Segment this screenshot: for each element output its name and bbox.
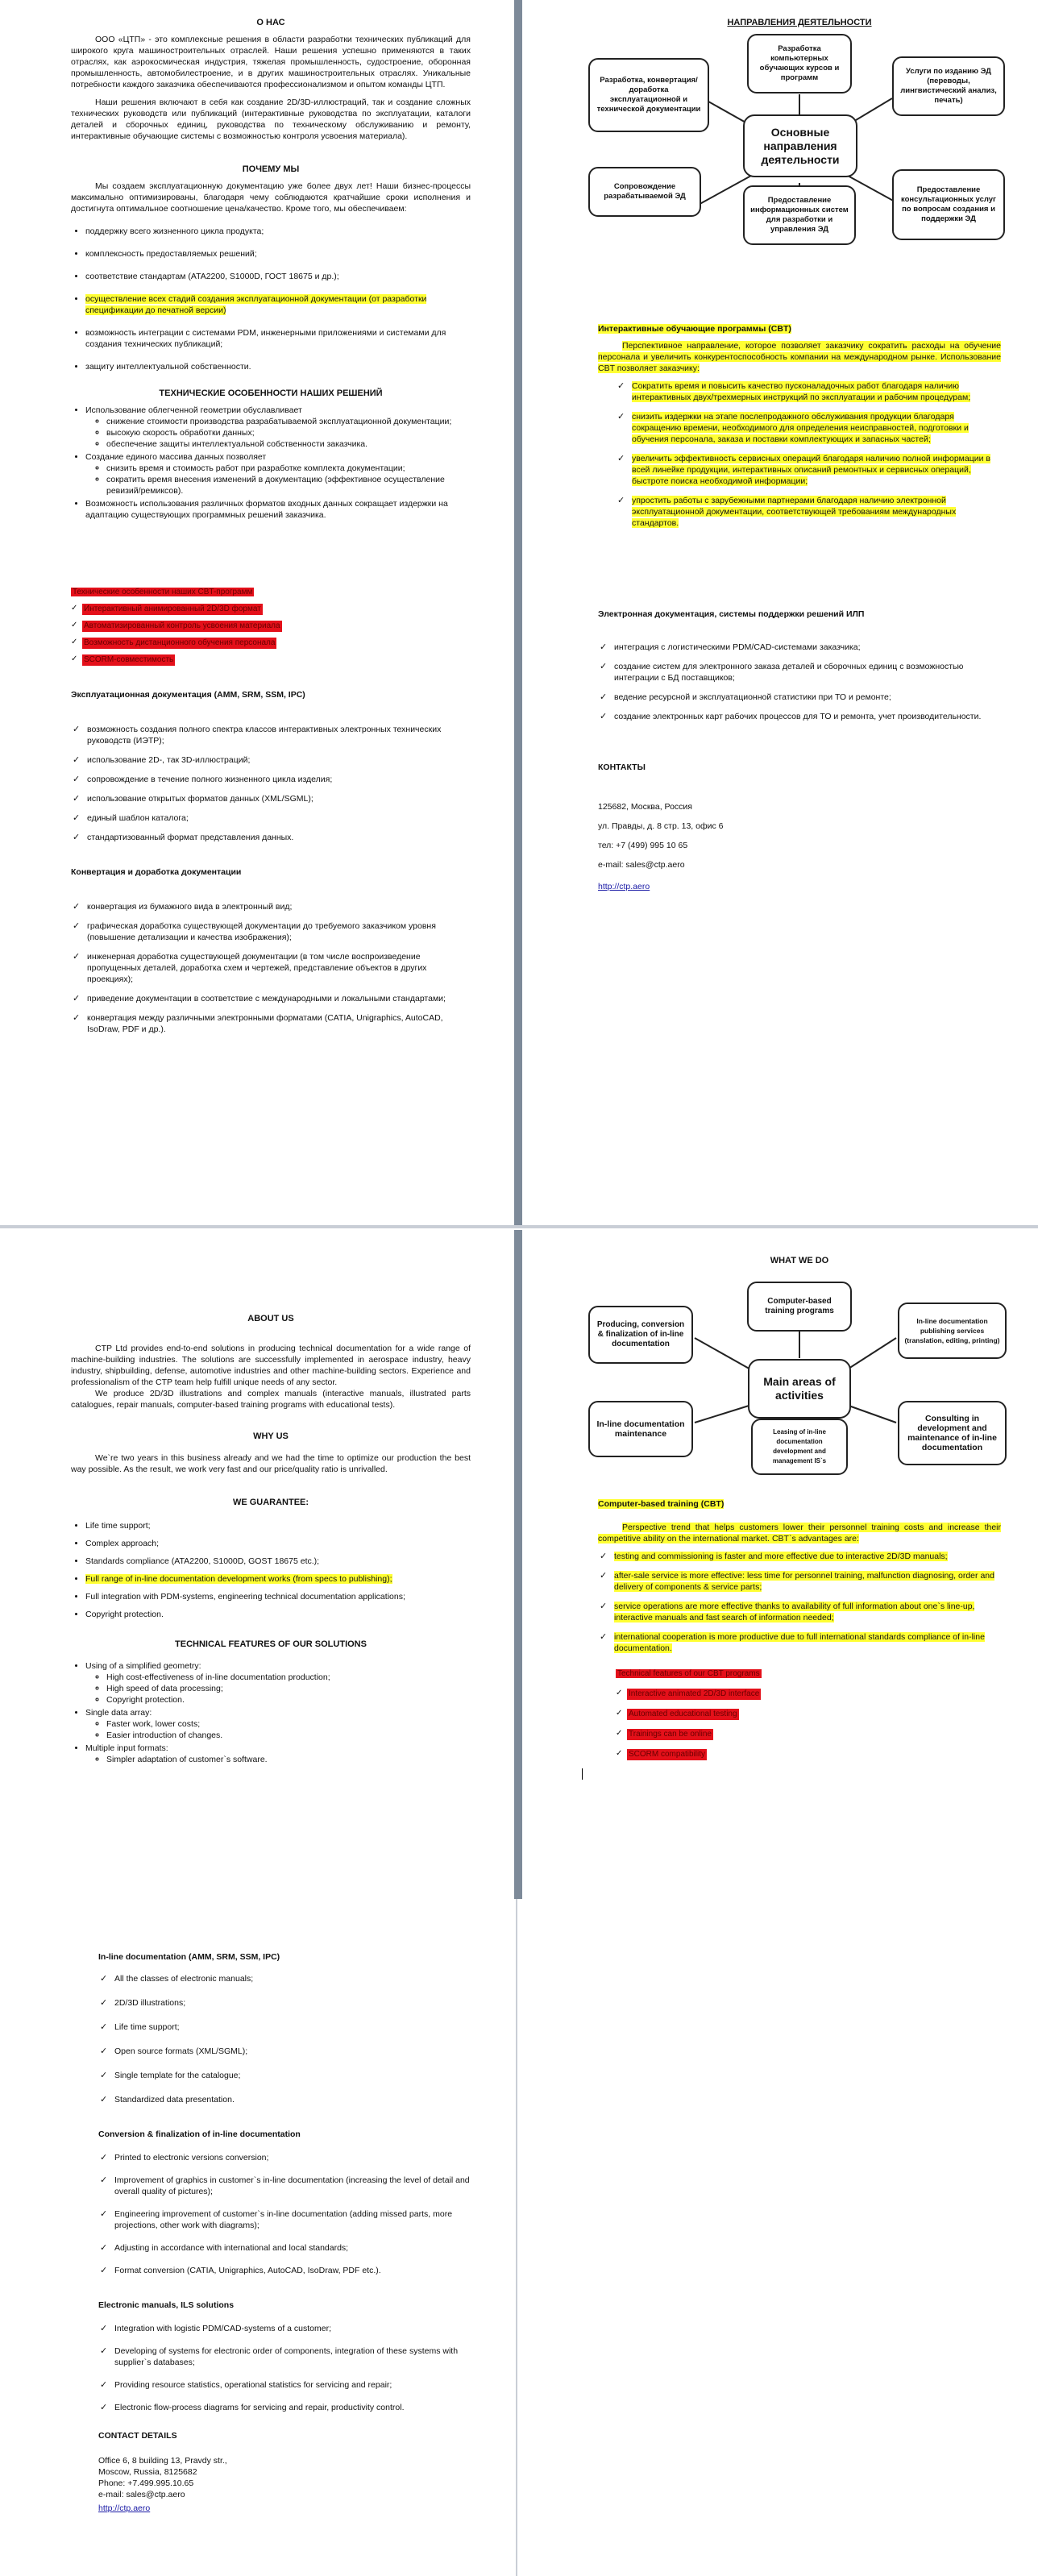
cbt-list <box>598 380 1001 529</box>
guarantee-list <box>71 1520 471 1620</box>
list-item: ✓ Engineering improvement of customer`s in-line documentation (adding missed parts, more projections, other work with diagrams); <box>114 2208 475 2231</box>
list-item: • Full integration with PDM-systems, engineering technical documentation applications; <box>85 1591 471 1602</box>
cbt-intro <box>598 340 1001 374</box>
list-item <box>82 620 471 632</box>
cbt-title-text: Интерактивные обучающие программы (CBT) <box>598 324 791 334</box>
list-item <box>85 405 471 450</box>
highlighted-text: Full range of in-line documentation development works (from specs to publishing); <box>85 1574 392 1584</box>
list-item: ✓ конвертация из бумажного вида в электронный вид; <box>87 901 471 912</box>
sub-item: ◦ сократить время внесения изменений в документацию (эффективное осуществление ревизий/ремиксов). <box>106 474 471 497</box>
list-item-text: service operations are more effective thanks to availability of full information about one`s line-up, interactive manuals and fast search of information needed; <box>614 1602 975 1622</box>
sub-item: ◦ High cost-effectiveness of in-line documentation production; <box>106 1672 471 1683</box>
list-item: ✓ Electronic flow-process diagrams for servicing and repair, productivity control. <box>114 2402 475 2413</box>
list-item <box>85 451 471 497</box>
list-item: ✓ ведение ресурсной и эксплуатационной статистики при ТО и ремонте; <box>614 692 1001 703</box>
diagram-box-bottom-right: Consulting in development and maintenance of in-line documentation <box>898 1401 1007 1465</box>
page-ru-left <box>0 0 508 1225</box>
list-item: ✓ Standardized data presentation. <box>114 2094 475 2105</box>
cbt-intro <box>598 1522 1001 1544</box>
conv-title: Conversion & finalization of in-line documentation <box>98 2129 301 2139</box>
diagram-center: Основные направления деятельности <box>743 114 857 177</box>
list-item: ✓ Open source formats (XML/SGML); <box>114 2046 475 2057</box>
diagram-box-bottom-left: In-line documentation maintenance <box>588 1401 693 1457</box>
contact-line: Moscow, Russia, 8125682 <box>98 2467 197 2477</box>
about-paragraph-1: ООО «ЦТП» - это комплексные решения в области разработки технических публикаций для широкого круга машиностроительных отраслей. Наши решения успешно применяются в таких отраслях, как аэрокосмическая индустрия, тяжелая промышленность, судостроение, оборонная промышленность, автомобилестроение, и в других машиностроительных отраслях. Уникальные потребности каждого заказчика обеспечиваются профессионализмом и опытом команды ЦТП. <box>71 35 471 89</box>
list-item: • поддержку всего жизненного цикла продукта; <box>85 226 471 237</box>
list-item: ✓ инженерная доработка существующей документации (в том числе воспроизведение пропущенных деталей, доработка схем и чертежей, представление объектов в других проекциях); <box>87 951 471 985</box>
cbt-title <box>598 1499 1001 1509</box>
contacts-block <box>98 2431 475 2515</box>
sub-list <box>85 1754 471 1765</box>
about-paragraph-2: We produce 2D/3D illustrations and complex manuals (interactive manuals, illustrated parts catalogues, repair manuals, computer-based training programs with educational tests). <box>71 1389 471 1410</box>
list-item: ✓ использование открытых форматов данных (XML/SGML); <box>87 793 471 804</box>
list-item-text: упростить работы с зарубежными партнерами благодаря наличию электронной эксплуатационной документации, соответствующей требованиям международных стандартов. <box>632 496 957 528</box>
list-item: • Возможность использования различных форматов входных данных сокращает издержки на адаптацию существующих программных решений заказчика. <box>85 498 471 521</box>
sub-list <box>85 416 471 450</box>
list-item: • Standards compliance (ATA2200, S1000D, GOST 18675 etc.); <box>85 1556 471 1567</box>
red-feature-block <box>71 584 471 666</box>
red-item: Интерактивный анимированный 2D/3D формат <box>84 605 261 613</box>
list-item: ✓ Integration with logistic PDM/CAD-systems of a customer; <box>114 2323 475 2334</box>
list-item <box>627 1748 1001 1760</box>
list-item <box>632 411 1001 445</box>
list-item-text: international cooperation is more productive due to full international standards compliance of in-line documentation. <box>614 1632 985 1653</box>
list-item: ✓ приведение документации в соответствие с международными и локальными стандартами; <box>87 993 471 1004</box>
cbt-title-text: Computer-based training (CBT) <box>598 1499 725 1509</box>
list-item-text: увеличить эффективность сервисных операций благодаря наличию полной информации в всей линейке продукции, интерактивных описаний ремонтных и сервисных операций, быстроте поиска необходимой информации; <box>632 454 990 486</box>
list-item: ✓ интеграция с логистическими PDM/CAD-системами заказчика; <box>614 642 1001 653</box>
red-list <box>71 603 471 666</box>
diagram-box-bottom-right: Предоставление консультационных услуг по вопросам создания и поддержки ЭД <box>892 169 1005 240</box>
red-item: Trainings can be online <box>629 1730 712 1739</box>
eds-list <box>598 642 1001 722</box>
red-title: Technical features of our CBT programs <box>617 1669 760 1678</box>
conv-title: Конвертация и доработка документации <box>71 867 242 877</box>
list-item: ✓ Format conversion (CATIA, Unigraphics, AutoCAD, IsoDraw, PDF etc.). <box>114 2265 475 2276</box>
why-title: WHY US <box>253 1431 289 1441</box>
tech-title: ТЕХНИЧЕСКИЕ ОСОБЕННОСТИ НАШИХ РЕШЕНИЙ <box>159 388 383 398</box>
list-item-text: after-sale service is more effective: less time for personnel training, malfunction diagnosing, order and delivery of components & service parts; <box>614 1571 994 1592</box>
cbt-title <box>598 324 1001 334</box>
red-item: SCORM compatibility <box>629 1750 706 1759</box>
sub-item: ◦ снизить время и стоимость работ при разработке комплекта документации; <box>106 463 471 474</box>
page-en-left <box>0 1230 508 1899</box>
doc-title: In-line documentation (AMM, SRM, SSM, IPC) <box>98 1952 280 1962</box>
list-item: ✓ 2D/3D illustrations; <box>114 1997 475 2009</box>
red-feature-block <box>598 1665 1001 1760</box>
list-item: ✓ создание систем для электронного заказа деталей и сборочных единиц с возможностью интеграции с БД поставщиков; <box>614 661 1001 683</box>
list-item: ✓ единый шаблон каталога; <box>87 812 471 824</box>
list-item <box>627 1708 1001 1720</box>
list-item-text: testing and commissioning is faster and more effective due to interactive 2D/3D manuals; <box>614 1552 948 1561</box>
cbt-list <box>598 1551 1001 1654</box>
website-link[interactable]: http://ctp.aero <box>98 2503 151 2513</box>
what-title: WHAT WE DO <box>770 1256 829 1265</box>
list-item <box>614 1570 1001 1593</box>
contact-line: e-mail: sales@ctp.aero <box>98 2490 185 2499</box>
contact-line: e-mail: sales@ctp.aero <box>598 860 685 870</box>
contact-title: CONTACT DETAILS <box>98 2431 177 2441</box>
list-item <box>85 1743 471 1765</box>
why-title: ПОЧЕМУ МЫ <box>242 164 300 174</box>
contact-line: Office 6, 8 building 13, Pravdy str., <box>98 2456 227 2466</box>
vertical-divider <box>514 1230 522 1899</box>
list-item: • соответствие стандартам (ATA2200, S1000D, ГОСТ 18675 и др.); <box>85 271 471 282</box>
directions-title-text: НАПРАВЛЕНИЯ ДЕЯТЕЛЬНОСТИ <box>727 18 872 27</box>
list-item: ✓ Life time support; <box>114 2021 475 2033</box>
list-item: ✓ создание электронных карт рабочих процессов для ТО и ремонта, учет производительности. <box>614 711 1001 722</box>
list-item-text: Using of a simplified geometry: <box>85 1661 201 1671</box>
list-item <box>627 1728 1001 1740</box>
list-item: • защиту интеллектуальной собственности. <box>85 361 471 372</box>
eds-title: Электронная документация, системы поддержки решений ИЛП <box>598 609 865 619</box>
red-title: Технические особенности наших CBT-программ <box>73 588 253 596</box>
red-item: SCORM-совместимость <box>84 655 174 664</box>
diagram-box-bottom-left: Сопровождение разрабатываемой ЭД <box>588 167 701 217</box>
list-item: ✓ сопровождение в течение полного жизненного цикла изделия; <box>87 774 471 785</box>
diagram-box-top-right: In-line documentation publishing services (translation, editing, printing) <box>898 1303 1007 1359</box>
red-item: Возможность дистанционного обучения персонала <box>84 638 276 647</box>
list-item <box>614 1601 1001 1623</box>
list-item: • Life time support; <box>85 1520 471 1531</box>
list-item <box>85 293 471 316</box>
sub-list <box>85 1672 471 1706</box>
list-item-text: снизить издержки на этапе послепродажного обслуживания продукции благодаря сокращению времени, необходимого для определения неисправностей, подготовки и обучения персонала, заказа и поставки комплектующих и запасных частей; <box>632 412 969 444</box>
list-item <box>632 495 1001 529</box>
diagram-center: Main areas of activities <box>748 1359 851 1419</box>
directions-title <box>598 18 1001 27</box>
red-item: Автоматизированный контроль усвоения материала <box>84 621 280 630</box>
sub-item: ◦ снижение стоимости производства разрабатываемой эксплуатационной документации; <box>106 416 471 427</box>
doc-list <box>98 1973 475 2105</box>
sub-item: ◦ обеспечение защиты интеллектуальной собственности заказчика. <box>106 438 471 450</box>
tech-title: TECHNICAL FEATURES OF OUR SOLUTIONS <box>175 1639 367 1649</box>
tech-list <box>71 1660 471 1765</box>
red-list <box>616 1688 1001 1760</box>
list-item <box>82 603 471 615</box>
list-item: ✓ Improvement of graphics in customer`s in-line documentation (increasing the level of detail and overall quality of pictures); <box>114 2175 475 2197</box>
list-item: • Complex approach; <box>85 1538 471 1549</box>
guarantee-title: WE GUARANTEE: <box>232 1498 309 1507</box>
list-item <box>85 1573 471 1585</box>
red-item: Automated educational testing <box>629 1710 737 1718</box>
list-item <box>614 1551 1001 1562</box>
about-title: ABOUT US <box>247 1314 294 1323</box>
diagram-box-top-left: Producing, conversion & finalization of in-line documentation <box>588 1306 693 1364</box>
contacts-title: КОНТАКТЫ <box>598 762 646 772</box>
list-item: • Copyright protection. <box>85 1609 471 1620</box>
list-item: ✓ Providing resource statistics, operational statistics for servicing and repair; <box>114 2379 475 2391</box>
website-link[interactable]: http://ctp.aero <box>598 882 650 891</box>
sub-item: ◦ Faster work, lower costs; <box>106 1718 471 1730</box>
list-item: ✓ использование 2D-, так 3D-иллюстраций; <box>87 754 471 766</box>
sub-item: ◦ Easier introduction of changes. <box>106 1730 471 1741</box>
cbt-intro-text: Perspective trend that helps customers lower their personnel training costs and increase their competitive ability on the international market. CBT`s advantages are: <box>598 1523 1001 1544</box>
sub-item: ◦ Copyright protection. <box>106 1694 471 1706</box>
page-en-right <box>524 1230 1038 1899</box>
list-item: ✓ возможность создания полного спектра классов интерактивных электронных технических руководств (ИЭТР); <box>87 724 471 746</box>
list-item <box>82 654 471 666</box>
contact-line: Phone: +7.499.995.10.65 <box>98 2478 194 2488</box>
list-item-text: Сократить время и повысить качество пусконаладочных работ благодаря наличию интерактивных двух/трехмерных инструкций по эксплуатации и рабочим процедурам; <box>632 381 971 402</box>
contacts-block <box>598 762 1001 893</box>
list-item: ✓ конвертация между различными электронными форматами (CATIA, Unigraphics, AutoCAD, IsoDraw, PDF и др.). <box>87 1012 471 1035</box>
ils-list <box>98 2323 475 2413</box>
list-item: ✓ Printed to electronic versions conversion; <box>114 2152 475 2163</box>
about-title: О НАС <box>256 18 285 27</box>
list-item <box>614 1631 1001 1654</box>
list-item: ✓ All the classes of electronic manuals; <box>114 1973 475 1984</box>
about-paragraph-1: CTP Ltd provides end-to-end solutions in producing technical documentation for a wide range of machine-building industries. The solutions are successfully implemented in aerospace industry, heavy industry, shipbuilding, defense, automotive industries and other machine-building sectors. Experience and professionalism of the CTP team help fulfill unique needs of any sector. <box>71 1344 471 1387</box>
why-list <box>71 226 471 372</box>
list-item-text: Создание единого массива данных позволяет <box>85 452 267 462</box>
list-item: ✓ Adjusting in accordance with international and local standards; <box>114 2242 475 2254</box>
list-item-text: Multiple input formats: <box>85 1743 168 1753</box>
list-item: ✓ Single template for the catalogue; <box>114 2070 475 2081</box>
sub-list <box>85 463 471 497</box>
page-ru-right <box>524 0 1038 1225</box>
ils-title: Electronic manuals, ILS solutions <box>98 2300 235 2310</box>
sub-item: ◦ High speed of data processing; <box>106 1683 471 1694</box>
activity-diagram <box>582 34 1017 300</box>
doc-list <box>71 724 471 843</box>
list-item: • комплексность предоставляемых решений; <box>85 248 471 260</box>
tech-list <box>71 405 471 521</box>
list-item <box>632 380 1001 403</box>
vertical-divider <box>514 0 522 1225</box>
diagram-box-top-left: Разработка, конвертация/доработка эксплуатационной и технической документации <box>588 58 709 132</box>
contact-line: ул. Правды, д. 8 стр. 13, офис 6 <box>598 821 724 831</box>
about-paragraph-2: Наши решения включают в себя как создание 2D/3D-иллюстраций, так и создание сложных технических руководств или публикаций (интерактивные руководства по эксплуатации, каталоги деталей и сборочных единиц, руководства по техническому обслуживанию и ремонту, интерактивные обучающие системы с возможностью контроля усвоения материала). <box>71 98 471 141</box>
diagram-box-bottom: Предоставление информационных систем для разработки и управления ЭД <box>743 185 856 245</box>
activity-diagram <box>582 1282 1017 1475</box>
list-item-text: Single data array: <box>85 1708 152 1718</box>
diagram-box-bottom: Leasing of in-line documentation development and management IS`s <box>751 1419 848 1475</box>
list-item: ✓ стандартизованный формат представления данных. <box>87 832 471 843</box>
conv-list <box>98 2152 475 2276</box>
list-item <box>627 1688 1001 1700</box>
page-en-bottom <box>0 1910 508 2576</box>
contact-line: 125682, Москва, Россия <box>598 802 692 812</box>
list-item <box>82 637 471 649</box>
sub-item: ◦ Simpler adaptation of customer`s software. <box>106 1754 471 1765</box>
sub-item: ◦ высокую скорость обработки данных; <box>106 427 471 438</box>
list-item-text: Использование облегченной геометрии обуславливает <box>85 405 302 415</box>
doc-title: Эксплуатационная документация (AMM, SRM, SSM, IPC) <box>71 690 305 700</box>
list-item: ✓ Developing of systems for electronic order of components, integration of these systems with supplier`s databases; <box>114 2345 475 2368</box>
vertical-divider <box>516 1899 517 2576</box>
list-item: ✓ графическая доработка существующей документации до требуемого заказчиком уровня (повышение детализации и качества изображения); <box>87 920 471 943</box>
red-item: Interactive animated 2D/3D interface <box>629 1689 760 1698</box>
contact-line: тел: +7 (499) 995 10 65 <box>598 841 688 850</box>
list-item <box>85 1707 471 1741</box>
conv-list <box>71 901 471 1035</box>
text-cursor <box>582 1768 1001 1784</box>
sub-list <box>85 1718 471 1741</box>
diagram-box-top-right: Услуги по изданию ЭД (переводы, лингвистический анализ, печать) <box>892 56 1005 116</box>
why-paragraph: We`re two years in this business already and we had the time to optimize our production the best way possible. As the result, we work very fast and our price/quality ratio is unrivalled. <box>71 1453 471 1474</box>
list-item: • возможность интеграции с системами PDM, инженерными приложениями и системами для создания технических публикаций; <box>85 327 471 350</box>
why-paragraph: Мы создаем эксплуатационную документацию уже более двух лет! Наши бизнес-процессы максимально оптимизированы, благодаря чему соблюдаются кратчайшие сроки исполнения и достигнута оптимальное соотношение цена/качество. Кроме того, мы обеспечиваем: <box>71 181 471 214</box>
diagram-box-top: Computer-based training programs <box>747 1282 852 1332</box>
horizontal-divider <box>0 1225 1038 1228</box>
list-item <box>85 1660 471 1706</box>
cbt-intro-text: Перспективное направление, которое позволяет заказчику сократить расходы на обучение персонала и увеличить конкурентоспособность компании на международном рынке. Использование CBT позволяет заказчику: <box>598 341 1001 373</box>
list-item <box>632 453 1001 487</box>
highlighted-text: осуществление всех стадий создания эксплуатационной документации (от разработки спецификации до печатной версии) <box>85 294 427 315</box>
diagram-box-top: Разработка компьютерных обучающих курсов и программ <box>747 34 852 93</box>
